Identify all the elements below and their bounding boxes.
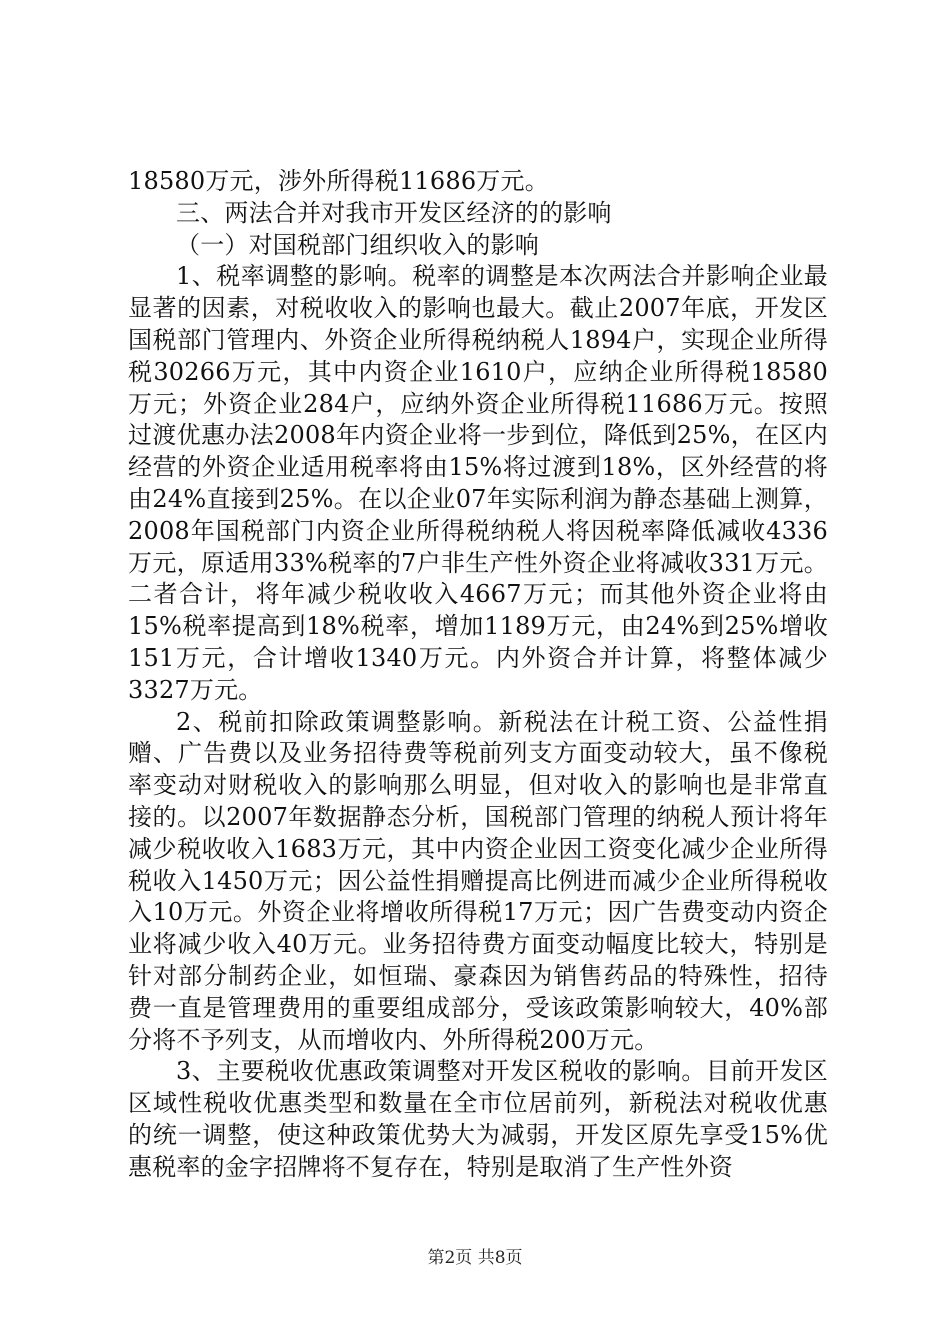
- paragraph-preferential-policy: 3、主要税收优惠政策调整对开发区税收的影响。目前开发区区域性税收优惠类型和数量在全市位居前列，新税法对税收优惠的统一调整，使这种政策优势大为减弱，开发区原先享受15%优惠税率的金字招牌将不复存在，特别是取消了生产性外资: [128, 1057, 828, 1181]
- subsection-heading: （一）对国税部门组织收入的影响: [176, 230, 539, 259]
- document-body: [128, 166, 828, 1184]
- page-footer: 第2页 共8页: [427, 1248, 523, 1268]
- section-heading: 三、两法合并对我市开发区经济的的影响: [176, 198, 612, 227]
- paragraph-continuation: 18580万元，涉外所得税11686万元。: [128, 167, 549, 195]
- paragraph-deduction-policy: 2、税前扣除政策调整影响。新税法在计税工资、公益性捐赠、广告费以及业务招待费等税前列支方面变动较大，虽不像税率变动对财税收入的影响那么明显，但对收入的影响也是非常直接的。以2007年数据静态分析，国税部门管理的纳税人预计将年减少税收收入1683万元，其中内资企业因工资变化减少企业所得税收入1450万元；因公益性捐赠提高比例进而减少企业所得税收入10万元。外资企业将增收所得税17万元；因广告费变动内资企业将减少收入40万元。业务招待费方面变动幅度比较大，特别是针对部分制药企业，如恒瑞、豪森因为销售药品的特殊性，招待费一直是管理费用的重要组成部分，受该政策影响较大，40%部分将不予列支，从而增收内、外所得税200万元。: [128, 707, 828, 1054]
- paragraph-tax-rate: 1、税率调整的影响。税率的调整是本次两法合并影响企业最显著的因素，对税收收入的影响也最大。截止2007年底，开发区国税部门管理内、外资企业所得税纳税人1894户，实现企业所得税30266万元，其中内资企业1610户，应纳企业所得税18580万元；外资企业284户，应纳外资企业所得税11686万元。按照过渡优惠办法2008年内资企业将一步到位，降低到25%，在区内经营的外资企业适用税率将由15%将过渡到18%，区外经营的将由24%直接到25%。在以企业07年实际利润为静态基础上测算，2008年国税部门内资企业所得税纳税人将因税率降低减收4336万元，原适用33%税率的7户非生产性外资企业将减收331万元。二者合计，将年减少税收收入4667万元；而其他外资企业将由15%税率提高到18%税率，增加1189万元，由24%到25%增收151万元，合计增收1340万元。内外资合并计算，将整体减少3327万元。: [128, 262, 828, 704]
